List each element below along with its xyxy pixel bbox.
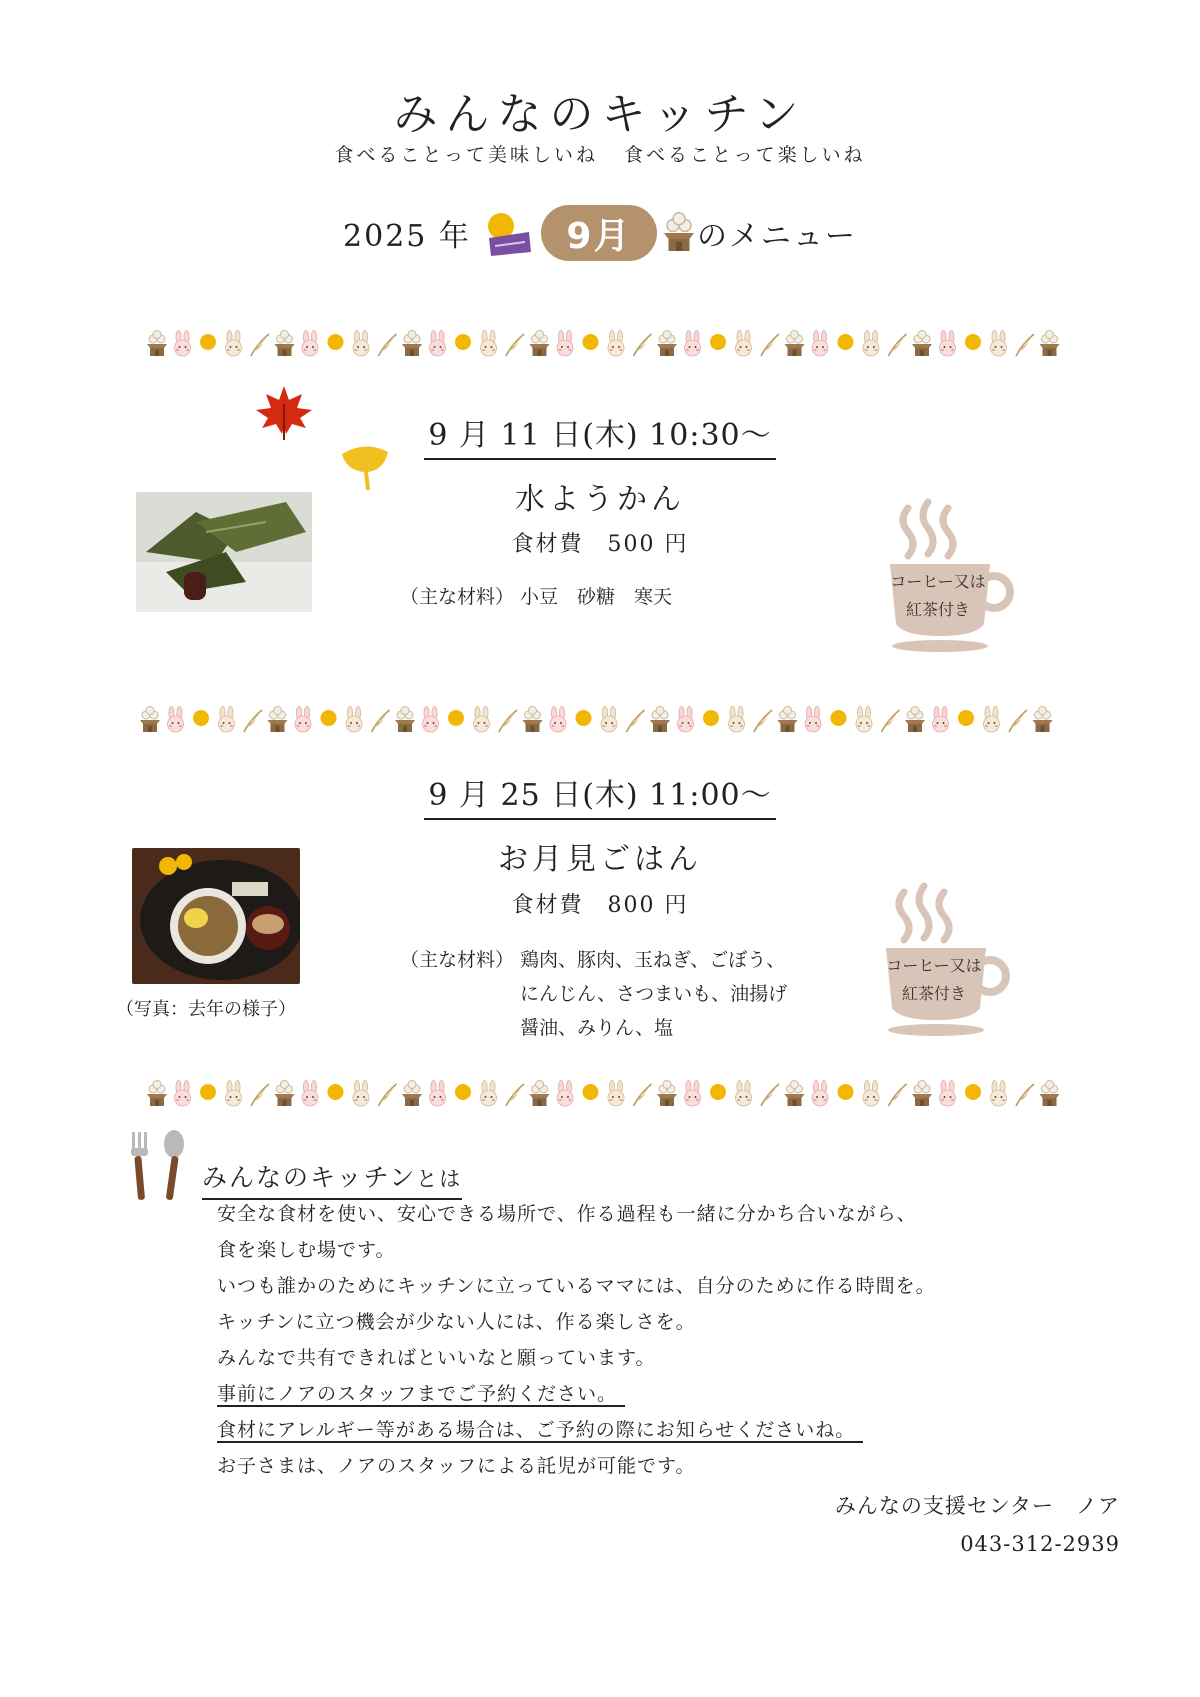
page-title: みんなのキッチン xyxy=(393,89,807,140)
ingredients-line: にんじん、さつまいも、油揚げ xyxy=(520,983,788,1005)
moon-dango-icon xyxy=(905,707,925,733)
moon-dango-icon xyxy=(140,707,160,733)
sun-icon xyxy=(831,710,847,726)
photo-caption: （写真：去年の様子） xyxy=(116,999,296,1020)
sun-icon xyxy=(958,710,974,726)
bunny-icon xyxy=(812,1081,828,1107)
bunny-icon xyxy=(353,1081,369,1107)
ingredients-line: 鶏肉、豚肉、玉ねぎ、ごぼう、 xyxy=(520,949,786,971)
ingredients-label: （主な材料） xyxy=(400,586,515,608)
moon-dango-icon xyxy=(1033,707,1053,733)
moon-dango-icon xyxy=(147,331,167,357)
moon-dango-icon xyxy=(1040,331,1060,357)
sun-icon xyxy=(583,334,599,350)
sun-icon xyxy=(838,1084,854,1100)
event-2-dish: お月見ごはん xyxy=(498,842,702,877)
year-text: 2025 年 xyxy=(343,219,471,254)
sun-icon xyxy=(328,1084,344,1100)
susuki-grass-icon xyxy=(761,334,779,356)
bunny-icon xyxy=(601,707,617,733)
ingredients-label: （主な材料） xyxy=(400,949,515,971)
event-1-dish: 水ようかん xyxy=(515,482,685,517)
moon-dango-icon xyxy=(530,1081,550,1107)
allergy-notice: 食材にアレルギー等がある場合は、ご予約の際にお知らせくださいね。 xyxy=(217,1419,863,1443)
ingredients-line: 小豆 砂糖 寒天 xyxy=(520,586,673,608)
bunny-icon xyxy=(863,331,879,357)
susuki-grass-icon xyxy=(882,710,900,732)
moon-dango-icon xyxy=(785,331,805,357)
fee-value: 800 円 xyxy=(607,893,689,918)
menu-suffix: のメニュー xyxy=(696,219,857,254)
susuki-grass-icon xyxy=(889,1084,907,1106)
sun-icon xyxy=(703,710,719,726)
bunny-icon xyxy=(608,1081,624,1107)
susuki-grass-icon xyxy=(251,1084,269,1106)
susuki-grass-icon xyxy=(251,334,269,356)
moon-dango-icon xyxy=(402,331,422,357)
moon-dango-icon xyxy=(402,1081,422,1107)
bunny-icon xyxy=(219,707,235,733)
moon-rabbit-icon xyxy=(481,208,537,258)
bunny-icon xyxy=(295,707,311,733)
bunny-icon xyxy=(940,1081,956,1107)
susuki-grass-icon xyxy=(889,334,907,356)
sun-icon xyxy=(965,1084,981,1100)
reservation-notice: 事前にノアのスタッフまでご予約ください。 xyxy=(217,1383,625,1407)
moon-dango-icon xyxy=(1040,1081,1060,1107)
sun-icon xyxy=(710,334,726,350)
sun-icon xyxy=(576,710,592,726)
fee-value: 500 円 xyxy=(607,532,689,557)
bunny-icon xyxy=(812,331,828,357)
fork-spoon-icon xyxy=(122,1126,192,1204)
moon-dango-icon xyxy=(523,707,543,733)
susuki-grass-icon xyxy=(627,710,645,732)
sun-icon xyxy=(193,710,209,726)
moon-dango-icon xyxy=(530,331,550,357)
bunny-icon xyxy=(481,1081,497,1107)
about-body xyxy=(217,1196,936,1484)
bunny-icon xyxy=(940,331,956,357)
moon-dango-icon xyxy=(395,707,415,733)
about-line: キッチンに立つ機会が少ない人には、作る楽しさを。 xyxy=(217,1311,696,1333)
about-line: みんなで共有できればといいなと願っています。 xyxy=(217,1347,656,1369)
sun-icon xyxy=(200,1084,216,1100)
bunny-icon xyxy=(736,331,752,357)
about-line: お子さまは、ノアのスタッフによる託児が可能です。 xyxy=(217,1455,696,1477)
susuki-grass-icon xyxy=(372,710,390,732)
bunny-icon xyxy=(175,1081,191,1107)
sun-icon xyxy=(448,710,464,726)
month-heading xyxy=(0,198,1200,268)
susuki-grass-icon xyxy=(379,1084,397,1106)
susuki-grass-icon xyxy=(506,334,524,356)
bunny-icon xyxy=(729,707,745,733)
subtitle-phrase-2: 食べることって楽しいね xyxy=(624,144,866,166)
tsukimi-meal-photo xyxy=(132,848,300,984)
bunny-icon xyxy=(557,331,573,357)
bunny-icon xyxy=(550,707,566,733)
moon-dango-icon xyxy=(650,707,670,733)
sun-icon xyxy=(328,334,344,350)
mizuyokan-photo xyxy=(136,492,312,612)
susuki-grass-icon xyxy=(499,710,517,732)
moon-dango-icon xyxy=(268,707,288,733)
bunny-icon xyxy=(474,707,490,733)
susuki-grass-icon xyxy=(379,334,397,356)
susuki-grass-icon xyxy=(1016,334,1034,356)
moon-dango-icon xyxy=(778,707,798,733)
fee-label: 食材費 xyxy=(511,532,584,557)
bunny-icon xyxy=(933,707,949,733)
phone-number: 043-312-2939 xyxy=(960,1532,1120,1556)
susuki-grass-icon xyxy=(1016,1084,1034,1106)
about-line: 安全な食材を使い、安心できる場所で、作る過程も一緒に分かち合いながら、 xyxy=(217,1203,917,1225)
moon-dango-icon xyxy=(912,1081,932,1107)
event-1-date: 9 月 11 日(木) 10:30～ xyxy=(0,410,1200,460)
about-title: みんなのキッチンとは xyxy=(202,1158,462,1200)
susuki-grass-icon xyxy=(506,1084,524,1106)
ingredients-line: 醤油、みりん、塩 xyxy=(520,1017,674,1039)
bunny-icon xyxy=(226,331,242,357)
susuki-grass-icon xyxy=(634,1084,652,1106)
event-2-cup-note: コーヒー又は 紅茶付き xyxy=(886,956,982,1003)
event-2-ingredients xyxy=(400,943,787,1045)
bunny-icon xyxy=(175,331,191,357)
moon-dango-icon xyxy=(657,1081,677,1107)
bunny-icon xyxy=(805,707,821,733)
moon-dango-icon xyxy=(275,1081,295,1107)
susuki-grass-icon xyxy=(761,1084,779,1106)
bunny-icon xyxy=(984,707,1000,733)
bunny-icon xyxy=(736,1081,752,1107)
bunny-icon xyxy=(423,707,439,733)
moon-dango-icon xyxy=(661,211,697,255)
bunny-icon xyxy=(346,707,362,733)
susuki-grass-icon xyxy=(1009,710,1027,732)
bunny-icon xyxy=(685,331,701,357)
sun-icon xyxy=(455,334,471,350)
bunny-icon xyxy=(168,707,184,733)
bunny-icon xyxy=(678,707,694,733)
event-1-cup-note: コーヒー又は 紅茶付き xyxy=(890,572,986,619)
bunny-icon xyxy=(226,1081,242,1107)
bunny-icon xyxy=(991,1081,1007,1107)
bunny-icon xyxy=(991,331,1007,357)
about-line: 食を楽しむ場です。 xyxy=(217,1239,396,1261)
sun-icon xyxy=(710,1084,726,1100)
bunny-icon xyxy=(557,1081,573,1107)
sun-icon xyxy=(200,334,216,350)
bunny-icon xyxy=(430,331,446,357)
susuki-grass-icon xyxy=(754,710,772,732)
decorative-border-3 xyxy=(145,1076,1065,1112)
bunny-icon xyxy=(353,331,369,357)
decorative-border-2 xyxy=(138,702,1058,738)
organization-name: みんなの支援センター ノア xyxy=(834,1494,1120,1518)
bunny-icon xyxy=(430,1081,446,1107)
event-1-ingredients xyxy=(400,580,672,614)
sun-icon xyxy=(838,334,854,350)
susuki-grass-icon xyxy=(244,710,262,732)
moon-dango-icon xyxy=(275,331,295,357)
about-line: いつも誰かのためにキッチンに立っているママには、自分のために作る時間を。 xyxy=(217,1275,936,1297)
moon-dango-icon xyxy=(785,1081,805,1107)
bunny-icon xyxy=(856,707,872,733)
page-subtitle xyxy=(0,140,1200,167)
susuki-grass-icon xyxy=(634,334,652,356)
bunny-icon xyxy=(863,1081,879,1107)
moon-dango-icon xyxy=(147,1081,167,1107)
moon-dango-icon xyxy=(657,331,677,357)
moon-dango-icon xyxy=(912,331,932,357)
bunny-icon xyxy=(302,1081,318,1107)
decorative-border-1 xyxy=(145,326,1065,362)
month-badge: 9月 xyxy=(541,205,657,261)
sun-icon xyxy=(321,710,337,726)
subtitle-phrase-1: 食べることって美味しいね xyxy=(334,144,598,166)
sun-icon xyxy=(455,1084,471,1100)
sun-icon xyxy=(583,1084,599,1100)
bunny-icon xyxy=(302,331,318,357)
sun-icon xyxy=(965,334,981,350)
bunny-icon xyxy=(608,331,624,357)
bunny-icon xyxy=(685,1081,701,1107)
event-2-date: 9 月 25 日(木) 11:00～ xyxy=(0,770,1200,820)
bunny-icon xyxy=(481,331,497,357)
fee-label: 食材費 xyxy=(511,893,584,918)
